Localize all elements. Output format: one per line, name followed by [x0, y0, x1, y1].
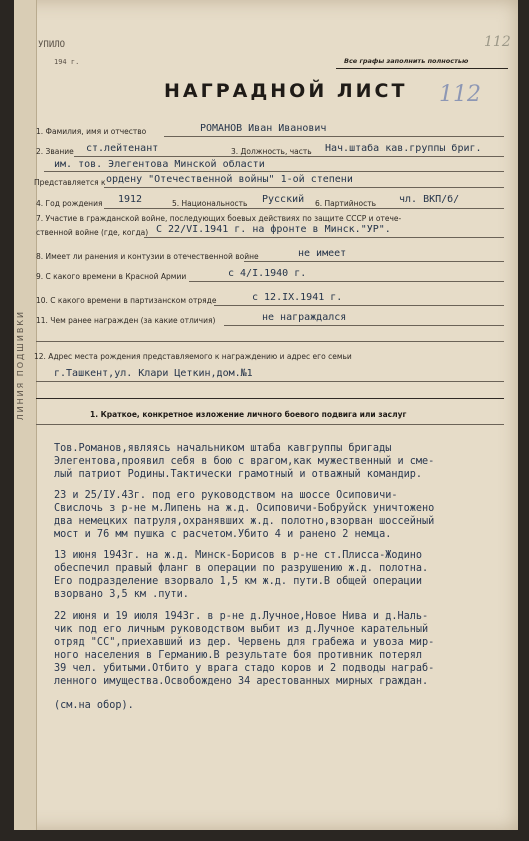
field-prior-awards-label: 11. Чем ранее награжден (за какие отличия) [36, 316, 216, 325]
header-rule [336, 68, 508, 69]
field-party-value: чл. ВКП/б/ [399, 194, 460, 205]
body-line: Элегентова,проявил себя в бою с врагом,как мужественный и сме- [54, 456, 435, 467]
field-address-label: 12. Адрес места рождения представляемого к награждению и адрес его семьи [34, 352, 352, 361]
body-line: 13 июня 1943г. на ж.д. Минск-Борисов в р-не ст.Плисса-Жодино [54, 550, 423, 561]
field-rank-label: 2. Звание [36, 147, 74, 156]
archive-stamp-year: 194 г. [54, 58, 80, 66]
fill-instruction: Все графы заполнить полностью [344, 57, 469, 65]
field-rule [214, 305, 504, 306]
body-line: (см.на обор). [54, 700, 134, 711]
field-rule [104, 208, 504, 209]
body-line: Его подразделение взорвало 1,5 км ж.д. пути.В общей операции [54, 576, 423, 587]
body-line: взорвано 3,5 км .пути. [54, 589, 189, 600]
field-position-value-cont: им. тов. Элегентова Минской области [54, 159, 265, 170]
field-wounds-label: 8. Имеет ли ранения и контузии в отечественной войне [36, 252, 259, 261]
body-line: чик под его личным руководством выбит из д.Лучное карательный [54, 624, 429, 635]
body-line: обеспечил правый фланг в операции по разрушению ж.д. полотна. [54, 563, 429, 574]
field-partisan-value: с 12.IX.1941 г. [252, 292, 343, 303]
field-name-label: 1. Фамилия, имя и отчество [36, 127, 147, 136]
field-red-army-value: с 4/I.1940 г. [228, 268, 307, 279]
binding-margin [14, 0, 37, 830]
body-line: Тов.Романов,являясь начальником штаба кавгруппы бригады [54, 443, 392, 454]
field-address-value: г.Ташкент,ул. Клари Цеткин,дом.№1 [54, 368, 253, 379]
field-birth-year-label: 4. Год рождения [36, 199, 103, 208]
handwritten-blue-number: 112 [439, 82, 481, 107]
body-line: ленного имущества.Освобождено 34 арестованных мирных граждан. [54, 676, 429, 687]
body-line: мост и 76 мм пушка с расчетом.Убито 4 и ранено 2 немца. [54, 529, 392, 540]
field-prior-awards-value: не награждался [262, 312, 347, 323]
section-title: 1. Краткое, конкретное изложение личного боевого подвига или заслуг [90, 410, 407, 419]
field-war-participation-label: 7. Участие в гражданской войне, последующих боевых действиях по защите СССР и отече- [36, 214, 402, 223]
field-rule [189, 281, 504, 282]
document-title: НАГРАДНОЙ ЛИСТ [164, 80, 408, 102]
field-rule [144, 237, 504, 238]
section-rule [36, 398, 504, 399]
body-line: два немецких патруля,охранявших ж.д. полотно,взорван шоссейный [54, 516, 435, 527]
field-nominated-label: Представляется к [34, 178, 106, 187]
field-name-value: РОМАНОВ Иван Иванович [200, 123, 327, 134]
field-rule [36, 341, 504, 342]
field-birth-year-value: 1912 [118, 194, 143, 205]
body-line: ного населения в Германию.В результате боя противник потерял [54, 650, 423, 661]
field-wounds-value: не имеет [298, 248, 347, 259]
field-position-label: 3. Должность, часть [231, 147, 312, 156]
field-rank-value: ст.лейтенант [86, 143, 159, 154]
body-line: 39 чел. убитыми.Отбито у врага стадо коров и 2 подводы награб- [54, 663, 435, 674]
archive-stamp: УПИЛО [38, 40, 66, 50]
field-position-value: Нач.штаба кав.группы бриг. [325, 143, 482, 154]
field-rule [244, 261, 504, 262]
field-nationality-label: 5. Национальность [172, 199, 248, 208]
field-rule [224, 325, 504, 326]
field-rule [44, 171, 504, 172]
award-sheet-page [14, 0, 518, 830]
body-line: лый патриот Родины.Тактически грамотный и отважный командир. [54, 469, 423, 480]
section-rule [36, 424, 504, 425]
field-rule [36, 381, 504, 382]
field-rule [74, 156, 504, 157]
field-rule [164, 136, 504, 137]
field-war-participation-value: С 22/VI.1941 г. на фронте в Минск."УР". [156, 224, 391, 235]
field-red-army-label: 9. С какого времени в Красной Армии [36, 272, 187, 281]
field-war-participation-label-cont: ственной войне (где, когда) [36, 228, 149, 237]
body-line: Свислочь з р-не м.Липень на ж.д. Осиповичи-Бобруйск уничтожено [54, 503, 435, 514]
field-party-label: 6. Партийность [315, 199, 377, 208]
handwritten-page-number: 112 [484, 34, 511, 50]
field-rule [104, 187, 504, 188]
body-line: 22 июня и 19 июля 1943г. в р-не д.Лучное,Новое Нива и д.Наль- [54, 611, 429, 622]
field-nationality-value: Русский [262, 194, 305, 205]
body-line: отряд "СС",приехавший из дер. Червень для грабежа и увоза мир- [54, 637, 435, 648]
field-partisan-label: 10. С какого времени в партизанском отряде [36, 296, 217, 305]
body-line: 23 и 25/IУ.43г. под его руководством на шоссе Осиповичи- [54, 490, 398, 501]
field-nominated-value: ордену "Отечественной войны" 1-ой степени [106, 174, 353, 185]
binding-line-label: ЛИНИЯ ПОДШИВКИ [16, 310, 25, 421]
